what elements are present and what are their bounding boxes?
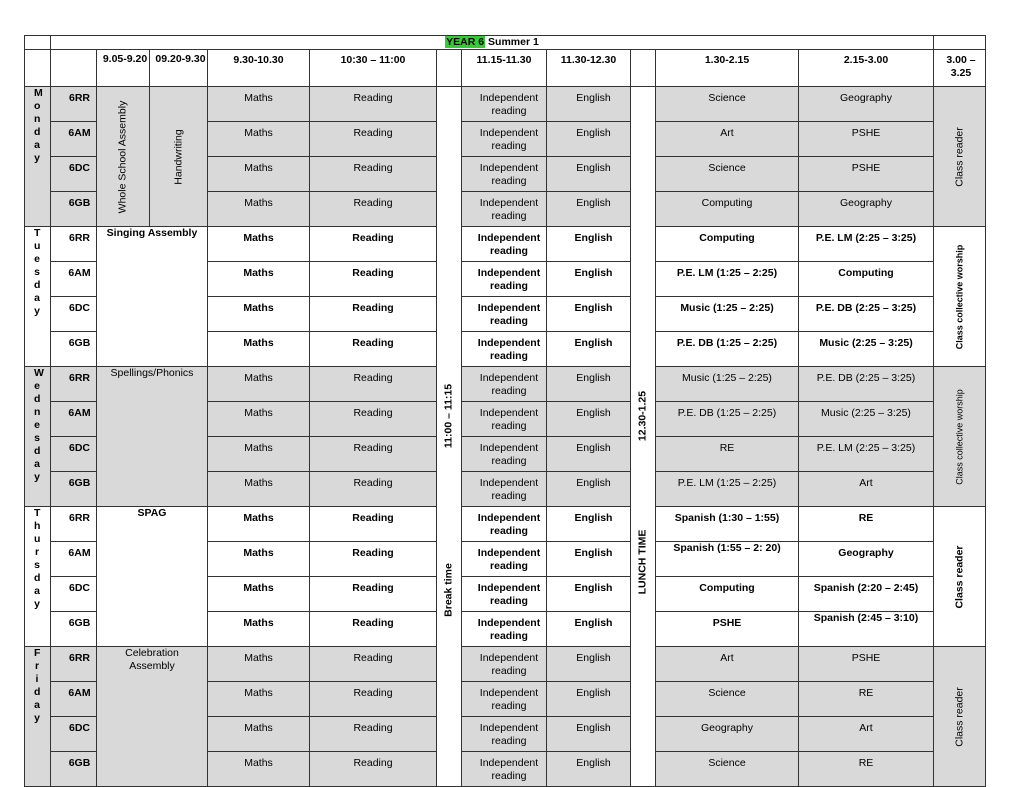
year-highlight: YEAR 6: [446, 36, 485, 48]
lesson-afternoon-1: Science: [656, 157, 799, 192]
lesson-afternoon-2: Geography: [799, 87, 934, 122]
end-of-day-label: Class collective worship: [954, 388, 964, 485]
lesson-independent-reading: Independent reading: [462, 542, 547, 577]
lesson-afternoon-2: P.E. LM (2:25 – 3:25): [799, 227, 934, 262]
lesson-maths: Maths: [208, 437, 310, 472]
day-name-thursday: [25, 507, 51, 647]
lesson-independent-reading: Independent reading: [462, 577, 547, 612]
lesson-reading: Reading: [310, 437, 437, 472]
class-name: 6GB: [51, 192, 97, 227]
lesson-reading: Reading: [310, 402, 437, 437]
lesson-afternoon-1: Art: [656, 647, 799, 682]
lesson-maths: Maths: [208, 332, 310, 367]
day-name-wednesday: [25, 367, 51, 507]
break-time-column: [437, 87, 462, 787]
lesson-reading: Reading: [310, 367, 437, 402]
lesson-maths: Maths: [208, 367, 310, 402]
lesson-afternoon-2: Computing: [799, 262, 934, 297]
lesson-afternoon-2: P.E. DB (2:25 – 3:25): [799, 367, 934, 402]
session-cell: [150, 87, 208, 227]
class-name: 6AM: [51, 542, 97, 577]
class-name: 6AM: [51, 402, 97, 437]
lesson-independent-reading: Independent reading: [462, 507, 547, 542]
day-name-text: Monday: [34, 87, 43, 164]
lesson-english: English: [547, 647, 631, 682]
class-name: 6RR: [51, 647, 97, 682]
lesson-afternoon-2: Spanish (2:20 – 2:45): [799, 577, 934, 612]
table-row: [25, 647, 986, 682]
lunch-time-label-wrap: [631, 87, 655, 786]
lesson-independent-reading: Independent reading: [462, 192, 547, 227]
end-of-day-cell: [934, 87, 986, 227]
lesson-afternoon-1: P.E. DB (1:25 – 2:25): [656, 332, 799, 367]
lesson-reading: Reading: [310, 227, 437, 262]
lesson-english: English: [547, 157, 631, 192]
lesson-afternoon-1: P.E. LM (1:25 – 2:25): [656, 472, 799, 507]
lesson-afternoon-2: RE: [799, 752, 934, 787]
lesson-afternoon-2: PSHE: [799, 122, 934, 157]
lesson-afternoon-1: Geography: [656, 717, 799, 752]
lesson-maths: Maths: [208, 752, 310, 787]
timetable-title: [51, 36, 934, 50]
lesson-independent-reading: Independent reading: [462, 717, 547, 752]
class-name: 6AM: [51, 262, 97, 297]
lesson-afternoon-1: P.E. DB (1:25 – 2:25): [656, 402, 799, 437]
end-of-day-label: Class collective worship: [954, 244, 964, 349]
lesson-maths: Maths: [208, 682, 310, 717]
lesson-afternoon-1: Computing: [656, 577, 799, 612]
lesson-reading: Reading: [310, 752, 437, 787]
lesson-afternoon-2: Music (2:25 – 3:25): [799, 402, 934, 437]
lesson-independent-reading: Independent reading: [462, 647, 547, 682]
end-of-day-label-wrap: [934, 647, 985, 786]
lesson-english: English: [547, 332, 631, 367]
lunch-time-range: 12.30-1.25: [636, 390, 649, 441]
header-time-6: 11.30-12.30: [547, 50, 631, 87]
term-label: Summer 1: [488, 36, 539, 48]
lesson-afternoon-1: Music (1:25 – 2:25): [656, 297, 799, 332]
header-time-7: 1.30-2.15: [656, 50, 799, 87]
lesson-reading: Reading: [310, 577, 437, 612]
class-name: 6RR: [51, 367, 97, 402]
break-time-label-wrap: [437, 87, 461, 786]
lesson-afternoon-1: P.E. LM (1:25 – 2:25): [656, 262, 799, 297]
lesson-reading: Reading: [310, 332, 437, 367]
lesson-english: English: [547, 752, 631, 787]
lesson-english: English: [547, 367, 631, 402]
lesson-maths: Maths: [208, 87, 310, 122]
header-time-9: 3.00 – 3.25: [934, 50, 986, 87]
lesson-maths: Maths: [208, 192, 310, 227]
lesson-independent-reading: Independent reading: [462, 402, 547, 437]
lesson-independent-reading: Independent reading: [462, 332, 547, 367]
class-name: 6DC: [51, 717, 97, 752]
timetable: [24, 35, 986, 787]
lesson-afternoon-2: Music (2:25 – 3:25): [799, 332, 934, 367]
lesson-reading: Reading: [310, 472, 437, 507]
lesson-english: English: [547, 122, 631, 157]
lesson-independent-reading: Independent reading: [462, 157, 547, 192]
lesson-maths: Maths: [208, 262, 310, 297]
day-name-tuesday: [25, 227, 51, 367]
lunch-time-label: LUNCH TIME: [636, 529, 649, 595]
table-row: [25, 227, 986, 262]
lesson-afternoon-2: PSHE: [799, 157, 934, 192]
session-label: Handwriting: [172, 128, 184, 185]
day-name-text: Wednesday: [34, 367, 44, 483]
title-end-cell: [934, 36, 986, 50]
day-name-text: Thursday: [34, 507, 41, 610]
end-of-day-label: Class reader: [953, 126, 965, 187]
assembly-cell: Singing Assembly: [97, 227, 208, 367]
lesson-afternoon-2: Geography: [799, 192, 934, 227]
break-time-range: 11:00 – 11:15: [442, 383, 455, 448]
end-of-day-cell: [934, 647, 986, 787]
day-name-monday: [25, 87, 51, 227]
lesson-reading: Reading: [310, 717, 437, 752]
class-name: 6DC: [51, 437, 97, 472]
lesson-maths: Maths: [208, 647, 310, 682]
lesson-reading: Reading: [310, 87, 437, 122]
class-name: 6DC: [51, 157, 97, 192]
lesson-english: English: [547, 437, 631, 472]
lesson-independent-reading: Independent reading: [462, 87, 547, 122]
lesson-afternoon-2: RE: [799, 682, 934, 717]
lesson-independent-reading: Independent reading: [462, 682, 547, 717]
lesson-afternoon-1: Spanish (1:55 – 2: 20): [656, 542, 799, 577]
lesson-independent-reading: Independent reading: [462, 752, 547, 787]
session-label-wrap: [150, 87, 207, 226]
lesson-maths: Maths: [208, 577, 310, 612]
lesson-maths: Maths: [208, 227, 310, 262]
lesson-english: English: [547, 682, 631, 717]
header-lunch-blank: [631, 50, 656, 87]
lesson-afternoon-1: Science: [656, 682, 799, 717]
lesson-english: English: [547, 87, 631, 122]
lesson-independent-reading: Independent reading: [462, 437, 547, 472]
lesson-english: English: [547, 717, 631, 752]
class-name: 6GB: [51, 332, 97, 367]
end-of-day-label-wrap: [934, 87, 985, 226]
class-name: 6DC: [51, 577, 97, 612]
lesson-independent-reading: Independent reading: [462, 227, 547, 262]
assembly-label-wrap: [97, 87, 149, 226]
lesson-english: English: [547, 577, 631, 612]
lesson-independent-reading: Independent reading: [462, 297, 547, 332]
lesson-english: English: [547, 192, 631, 227]
header-time-3: 9.30-10.30: [208, 50, 310, 87]
lesson-reading: Reading: [310, 262, 437, 297]
lesson-afternoon-2: P.E. DB (2:25 – 3:25): [799, 297, 934, 332]
lesson-independent-reading: Independent reading: [462, 122, 547, 157]
lesson-reading: Reading: [310, 297, 437, 332]
lesson-maths: Maths: [208, 472, 310, 507]
lesson-afternoon-1: Science: [656, 752, 799, 787]
lesson-maths: Maths: [208, 122, 310, 157]
lesson-english: English: [547, 227, 631, 262]
lesson-reading: Reading: [310, 192, 437, 227]
lesson-maths: Maths: [208, 402, 310, 437]
lesson-reading: Reading: [310, 122, 437, 157]
class-name: 6AM: [51, 682, 97, 717]
lesson-afternoon-2: Art: [799, 717, 934, 752]
class-name: 6RR: [51, 227, 97, 262]
lesson-afternoon-2: Geography: [799, 542, 934, 577]
header-time-1: 9.05-9.20: [97, 50, 150, 87]
end-of-day-cell: [934, 507, 986, 647]
lesson-english: English: [547, 297, 631, 332]
lesson-afternoon-1: Spanish (1:30 – 1:55): [656, 507, 799, 542]
header-time-8: 2.15-3.00: [799, 50, 934, 87]
class-name: 6RR: [51, 507, 97, 542]
lesson-reading: Reading: [310, 157, 437, 192]
lesson-afternoon-1: Science: [656, 87, 799, 122]
lesson-afternoon-1: Computing: [656, 227, 799, 262]
header-blank-day: [25, 50, 51, 87]
lesson-english: English: [547, 402, 631, 437]
lesson-english: English: [547, 507, 631, 542]
lesson-afternoon-1: Art: [656, 122, 799, 157]
class-name: 6GB: [51, 752, 97, 787]
header-break-blank: [437, 50, 462, 87]
lesson-reading: Reading: [310, 647, 437, 682]
lesson-maths: Maths: [208, 542, 310, 577]
end-of-day-cell: [934, 367, 986, 507]
assembly-cell: Spellings/Phonics: [97, 367, 208, 507]
lesson-english: English: [547, 472, 631, 507]
assembly-cell: [97, 87, 150, 227]
lunch-time-column: [631, 87, 656, 787]
table-row: [25, 507, 986, 542]
class-name: 6AM: [51, 122, 97, 157]
end-of-day-cell: [934, 227, 986, 367]
lesson-independent-reading: Independent reading: [462, 612, 547, 647]
lesson-independent-reading: Independent reading: [462, 472, 547, 507]
header-time-4: 10:30 – 11:00: [310, 50, 437, 87]
lesson-reading: Reading: [310, 682, 437, 717]
lesson-reading: Reading: [310, 612, 437, 647]
header-time-2: 09.20-9.30: [150, 50, 208, 87]
lesson-afternoon-1: Music (1:25 – 2:25): [656, 367, 799, 402]
lesson-maths: Maths: [208, 157, 310, 192]
end-of-day-label: Class reader: [953, 686, 965, 747]
lesson-afternoon-2: RE: [799, 507, 934, 542]
lesson-independent-reading: Independent reading: [462, 367, 547, 402]
assembly-cell: Celebration Assembly: [97, 647, 208, 787]
day-name-text: Tuesday: [34, 227, 41, 317]
lesson-afternoon-2: PSHE: [799, 647, 934, 682]
lesson-afternoon-1: PSHE: [656, 612, 799, 647]
lesson-maths: Maths: [208, 612, 310, 647]
assembly-label: Whole School Assembly: [116, 100, 129, 213]
lesson-english: English: [547, 262, 631, 297]
end-of-day-label-wrap: [934, 507, 985, 646]
lesson-maths: Maths: [208, 717, 310, 752]
lesson-maths: Maths: [208, 297, 310, 332]
lesson-reading: Reading: [310, 542, 437, 577]
lesson-afternoon-2: Art: [799, 472, 934, 507]
assembly-cell: SPAG: [97, 507, 208, 647]
table-row: [25, 367, 986, 402]
lesson-reading: Reading: [310, 507, 437, 542]
class-name: 6GB: [51, 472, 97, 507]
header-time-5: 11.15-11.30: [462, 50, 547, 87]
lesson-afternoon-2: P.E. LM (2:25 – 3:25): [799, 437, 934, 472]
lesson-maths: Maths: [208, 507, 310, 542]
class-name: 6DC: [51, 297, 97, 332]
day-name-friday: [25, 647, 51, 787]
corner-cell: [25, 36, 51, 50]
end-of-day-label-wrap: [934, 367, 985, 506]
table-row: [25, 87, 986, 122]
end-of-day-label: Class reader: [953, 544, 965, 609]
day-name-text: Friday: [34, 647, 41, 724]
end-of-day-label-wrap: [934, 227, 985, 366]
lesson-afternoon-2: Spanish (2:45 – 3:10): [799, 612, 934, 647]
break-time-label: Break time: [442, 563, 455, 618]
class-name: 6GB: [51, 612, 97, 647]
lesson-english: English: [547, 542, 631, 577]
lesson-afternoon-1: RE: [656, 437, 799, 472]
lesson-afternoon-1: Computing: [656, 192, 799, 227]
class-name: 6RR: [51, 87, 97, 122]
lesson-english: English: [547, 612, 631, 647]
header-blank-class: [51, 50, 97, 87]
lesson-independent-reading: Independent reading: [462, 262, 547, 297]
